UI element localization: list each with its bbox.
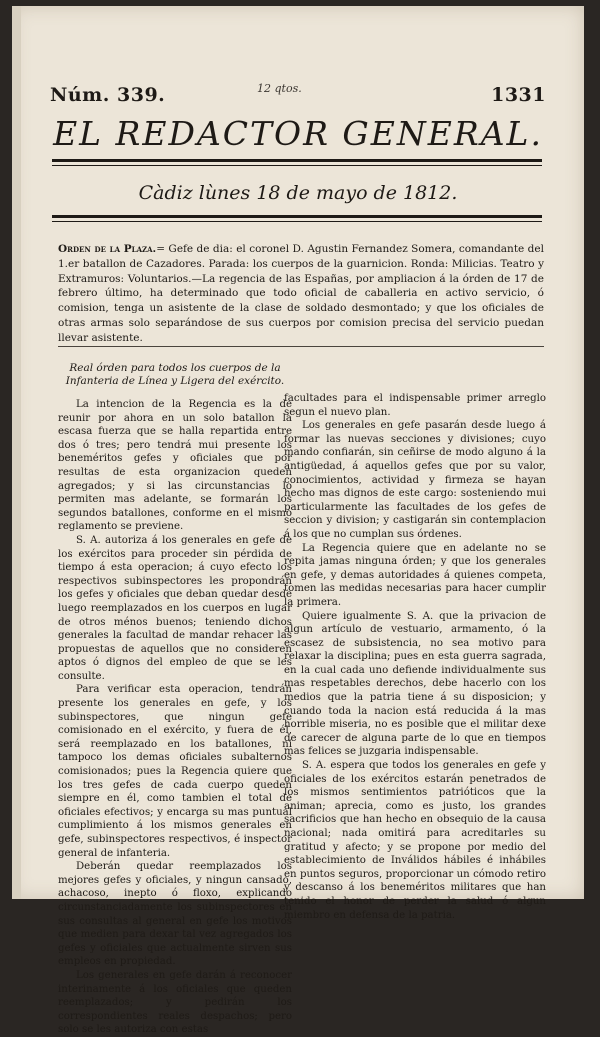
column-right (284, 392, 546, 922)
orden-de-la-plaza (58, 242, 544, 346)
rule-thick-2 (52, 215, 542, 218)
orden-lead: Orden de la Plaza. (58, 243, 157, 255)
rule-thick (52, 159, 542, 162)
paragraph: Deberán quedar reemplazados los mejores gefes y oficiales, y ningun cansado, achacoso, inepto ó floxo, explicando circunstanciadamente los subinspectores en sus consultas al general en gefe los motivos que medien para dexar tal vez agregados los gefes y oficiales que actualmente sirven sus empleos en propiedad. (58, 861, 292, 968)
page-number: 1331 (491, 84, 546, 106)
column-left (58, 362, 292, 1037)
paragraph: La intencion de la Regencia es la de reunir por ahora en un solo batallon la escasa fuerza que se halla repartida entre dos ó tres; pero tendrá mui presente los beneméritos gefes y oficiales que por resultas de esta organizacion queden agregados; y si las circunstancias lo permiten mas adelante, se formarán los segundos batallones, conforme en el mismo reglamento se previene. (58, 399, 292, 533)
handwritten-note: 12 qtos. (257, 82, 302, 95)
paragraph: facultades para el indispensable primer arreglo segun el nuevo plan. (284, 393, 546, 418)
paragraph: La Regencia quiere que en adelante no se repita jamas ninguna órden; y que los generales en gefe, y demas autoridades á quienes competa, tomen las medidas necesarias para hacer cumplir la primera. (284, 542, 546, 608)
issue-number: Núm. 339. (50, 84, 166, 106)
dateline: Càdiz lùnes 18 de mayo de 1812. (138, 182, 458, 204)
masthead-title: EL REDACTOR GENERAL. (53, 114, 543, 153)
newspaper-page (12, 6, 584, 1036)
rule-thin-2 (52, 221, 542, 222)
rule-thin (52, 165, 542, 166)
section-separator (58, 346, 544, 347)
paragraph: S. A. espera que todos los generales en gefe y oficiales de los exércitos estarán penetrados de los mismos sentimientos patrióticos que la animan; aprecia, como es justo, los grandes sacrificios que han hecho en obsequio de la causa nacional; nada omitirá para acreditarles su gratitud y afecto; y se propone por medio del establecimiento de Inválidos hábiles é inhábiles en puntos seguros, proporcionar un cómodo retiro y descanso á los beneméritos militares que han tenido el honor de perder la salud ó algun miembro en defensa de la patria. (284, 760, 546, 921)
paragraph: S. A. autoriza á los generales en gefe de los exércitos para proceder sin pérdida de tiempo á esta operacion; á cuyo efecto los respectivos subinspectores les propondrán los gefes y oficiales que deban quedar desde luego reemplazados en los cuerpos en lugar de otros ménos buenos; teniendo dichos generales la facultad de mandar rehacer las propuestas de aquellos que no consideren aptos ó dignos del empleo de que se les consulte. (58, 534, 292, 682)
orden-body: = Gefe de dia: el coronel D. Agustin Fernandez Somera, comandante del 1.er batallon de Cazadores. Parada: los cuerpos de la guarnicion. Ronda: Milicias. Teatro y Extramuros: Voluntarios.—La regencia de las Españas, por ampliacion á la órden de 17 de febrero último, ha determinado que todo oficial de caballeria en activo servicio, ó comision, tenga un asistente de la clase de soldado desmontado; y que los oficiales de otras armas solo separándose de sus cuerpos por comision precisa del servicio puedan llevar asistente. (58, 243, 544, 344)
paragraph: Para verificar esta operacion, tendrán presente los generales en gefe, y los subinspectores, que ningun gefe comisionado en el exército, y fuera de él, será reemplazado en los batallones, ni tampoco los demas oficiales subalternos comisionados; pues la Regencia quiere que los tres gefes de cada cuerpo queden siempre en él, como tambien el total de oficiales efectivos; y encarga su mas puntual cumplimiento á los mismos generales en gefe, subinspectores respectivos, é inspector general de infanteria. (58, 684, 292, 859)
paragraph: Los generales en gefe pasarán desde luego á formar las nuevas secciones y divisiones; cuyo mando confiarán, sin ceñirse de modo alguno á la antigüedad, á aquellos gefes que por su valor, conocimientos, actividad y firmeza se hayan hecho mas dignos de este cargo: sosteniendo mui particularmente las facultades de los gefes de seccion y division; y castigarán sin contemplacion á los que no cumplan sus órdenes. (284, 420, 546, 540)
real-orden-title: Real órden para todos los cuerpos de la Infanteria de Línea y Ligera del exército. (65, 362, 285, 387)
paragraph: Los generales en gefe darán á reconocer interinamente á los oficiales que queden reemplazados; y pedirán los correspondientes reales despachos; pero solo se les autoriza con estas (58, 969, 292, 1036)
paragraph: Quiere igualmente S. A. que la privacion de algun artículo de vestuario, armamento, ó la escasez de subsistencia, no sea motivo para relaxar la disciplina; pues en esta guerra sagrada, en la cual cada uno defiende individualmente sus mas respetables derechos, debe hacerlo con los medios que la patria tiene á su disposicion; y cuando toda la nacion está reducida á la mas horrible miseria, no es posible que el militar dexe de carecer de alguna parte de lo que en tiempos mas felices se juzgaria indispensable. (284, 610, 546, 758)
